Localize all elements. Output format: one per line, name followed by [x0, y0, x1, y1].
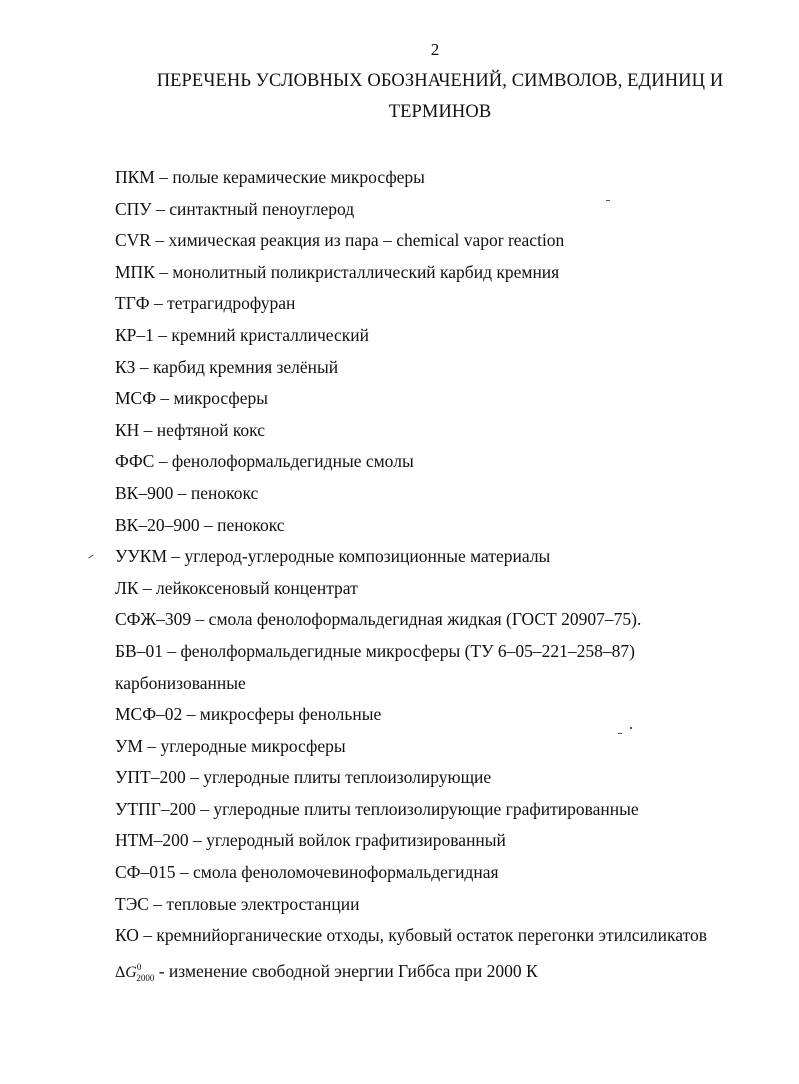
list-item: УМ – углеродные микросферы: [115, 735, 346, 756]
list-item: ЛК – лейкоксеновый концентрат: [115, 577, 358, 598]
list-item: МСФ–02 – микросферы фенольные: [115, 704, 382, 725]
gibbs-description: - изменение свободной энергии Гиббса при 2000 К: [154, 960, 538, 981]
title-line-1: ПЕРЕЧЕНЬ УСЛОВНЫХ ОБОЗНАЧЕНИЙ, СИМВОЛОВ, ЕДИНИЦ И: [156, 71, 724, 91]
gibbs-energy-entry: [115, 952, 795, 984]
scan-speck: [618, 733, 622, 734]
abbreviation-list: [115, 162, 795, 983]
list-item: CVR – химическая реакция из пара – chemical vapor reaction: [115, 230, 565, 251]
scan-speck: [630, 727, 632, 729]
list-item: БВ–01 – фенолформальдегидные микросферы (ТУ 6–05–221–258–87): [115, 640, 635, 661]
list-item: КО – кремнийорганические отходы, кубовый остаток перегонки этилсиликатов: [115, 925, 708, 946]
scan-speck: [606, 200, 610, 201]
list-item: ТЭС – тепловые электростанции: [115, 893, 360, 914]
scan-speck: [88, 554, 93, 558]
list-item: СФ–015 – смола феноломочевиноформальдегидная: [115, 862, 499, 883]
list-item: КР–1 – кремний кристаллический: [115, 324, 369, 345]
title-line-2: ТЕРМИНОВ: [388, 102, 492, 122]
gibbs-superscript: 0: [136, 961, 142, 972]
gibbs-symbol: [115, 961, 155, 983]
list-item: МСФ – микросферы: [115, 388, 269, 409]
list-item: УПТ–200 – углеродные плиты теплоизолирующие: [115, 767, 492, 788]
list-item: СФЖ–309 – смола фенолоформальдегидная жидкая (ГОСТ 20907–75).: [115, 609, 642, 630]
page-title: [80, 66, 799, 128]
delta-symbol: Δ: [115, 963, 126, 981]
gibbs-subscript: 2000: [136, 972, 155, 983]
list-item: ФФС – фенолоформальдегидные смолы: [115, 451, 414, 472]
page-number: 2: [430, 40, 440, 59]
gibbs-g: G: [125, 963, 137, 981]
list-item: НТМ–200 – углеродный войлок графитизированный: [115, 830, 506, 851]
list-item: ПКМ – полые керамические микросферы: [115, 167, 425, 187]
list-item: СПУ – синтактный пеноуглерод: [115, 198, 355, 219]
list-item: ВК–20–900 – пенококс: [115, 514, 285, 535]
list-item: УУКМ – углерод-углеродные композиционные материалы: [115, 546, 551, 567]
list-item: ВК–900 – пенококс: [115, 482, 259, 503]
list-item-continuation: карбонизованные: [115, 672, 246, 693]
list-item: КН – нефтяной кокс: [115, 419, 266, 440]
list-item: ТГФ – тетрагидрофуран: [115, 293, 296, 314]
list-item: КЗ – карбид кремния зелёный: [115, 356, 339, 377]
list-item: МПК – монолитный поликристаллический карбид кремния: [115, 261, 560, 282]
list-item: УТПГ–200 – углеродные плиты теплоизолирующие графитированные: [115, 798, 639, 819]
